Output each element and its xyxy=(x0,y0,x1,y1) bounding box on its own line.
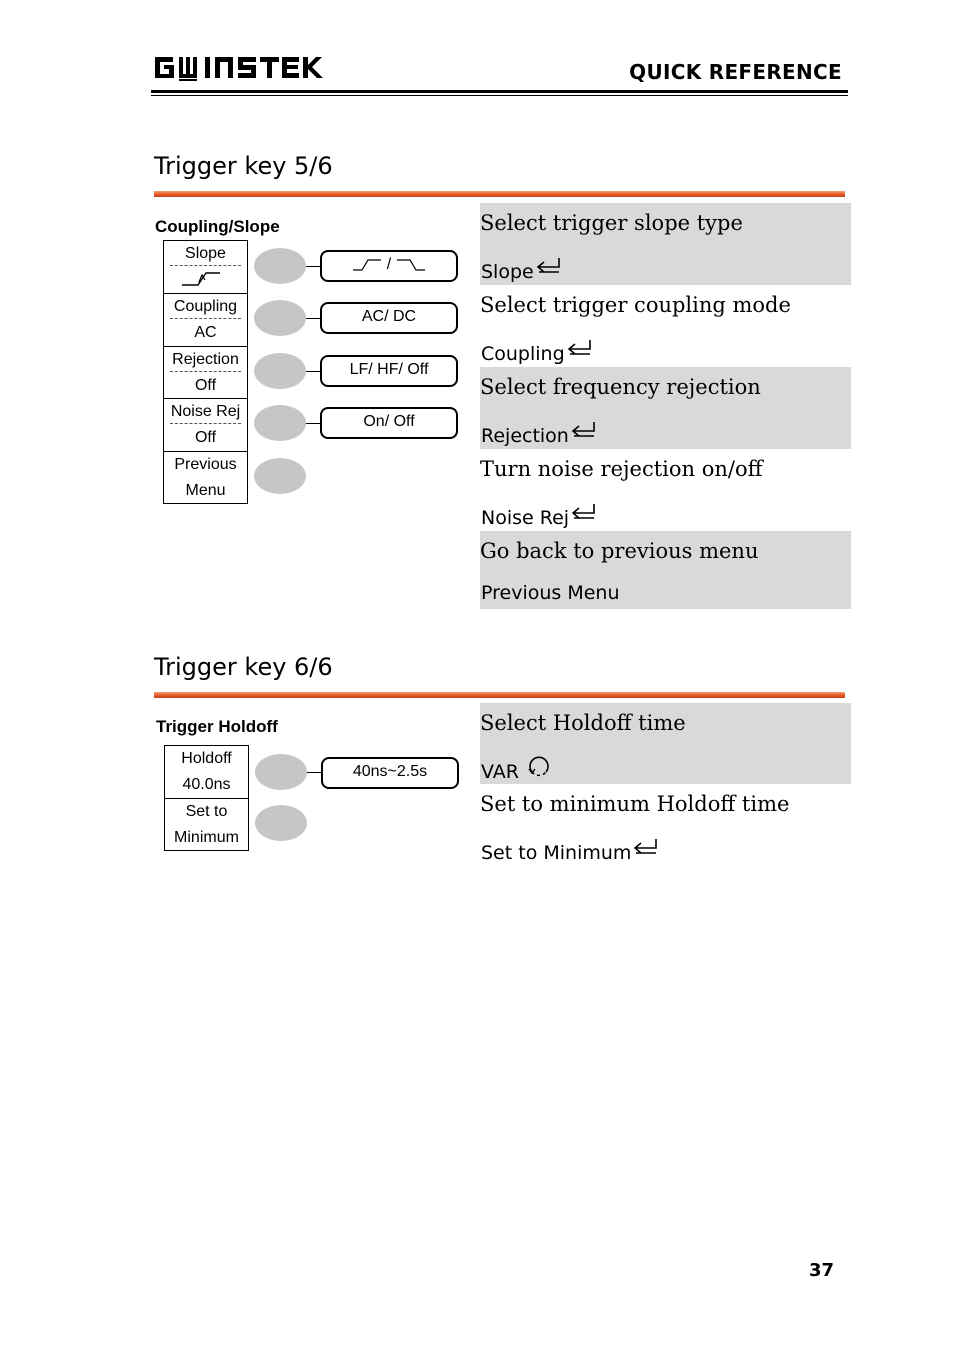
gw-instek-logo xyxy=(153,53,325,83)
menu-heading-trigger-holdoff: Trigger Holdoff xyxy=(156,717,278,736)
enter-key-icon xyxy=(566,338,592,358)
desc-key-rejection xyxy=(481,420,596,447)
soft-key-2[interactable] xyxy=(254,300,306,336)
menu-item-value: Off xyxy=(194,377,217,394)
menu-item-label: Set to xyxy=(185,803,228,820)
desc-key-slope xyxy=(481,256,561,283)
falling-edge-icon xyxy=(396,258,426,272)
header-title: QUICK REFERENCE xyxy=(629,60,842,84)
menu-item-label: Noise Rej xyxy=(170,403,241,420)
desc-key-label: Set to Minimum xyxy=(481,842,632,864)
menu-item-label-2: Menu xyxy=(185,482,226,499)
desc-key-noise-rej xyxy=(481,502,596,529)
menu-item-holdoff[interactable] xyxy=(165,746,248,799)
option-holdoff: 40ns~2.5s xyxy=(321,757,459,789)
menu-item-label: Previous xyxy=(174,456,237,473)
desc-row-previous-menu xyxy=(480,531,851,609)
soft-key-2[interactable] xyxy=(255,805,307,841)
desc-key-label: Slope xyxy=(481,261,534,283)
menu-item-set-to-minimum[interactable] xyxy=(165,799,248,850)
soft-key-1[interactable] xyxy=(255,754,307,790)
menu-item-previous-menu[interactable] xyxy=(164,452,247,503)
connector xyxy=(307,772,322,773)
menu-item-label: Slope xyxy=(185,245,226,262)
enter-key-icon xyxy=(570,502,596,522)
desc-row-noise-rej xyxy=(480,449,851,531)
menu-heading-coupling-slope: Coupling/Slope xyxy=(155,217,280,236)
option-slope-separator: / xyxy=(382,256,396,273)
desc-text: Select trigger slope type xyxy=(480,211,743,235)
soft-key-5[interactable] xyxy=(254,458,306,494)
desc-key-label: Noise Rej xyxy=(481,507,570,529)
section-title-trigger-5: Trigger key 5/6 xyxy=(154,152,333,180)
option-rejection: LF/ HF/ Off xyxy=(320,355,458,387)
menu-item-coupling[interactable] xyxy=(164,294,247,347)
desc-row-slope xyxy=(480,203,851,285)
softkey-menu-holdoff xyxy=(164,745,249,851)
section-bar xyxy=(154,191,845,197)
menu-item-noise-rej[interactable] xyxy=(164,399,247,452)
desc-text: Select Holdoff time xyxy=(480,711,686,735)
menu-item-rejection[interactable] xyxy=(164,347,247,399)
desc-text: Set to minimum Holdoff time xyxy=(480,792,790,816)
option-slope xyxy=(320,250,458,282)
menu-item-label: Coupling xyxy=(173,298,238,315)
desc-row-rejection xyxy=(480,367,851,449)
enter-key-icon xyxy=(570,420,596,440)
connector xyxy=(306,266,321,267)
enter-key-icon xyxy=(632,837,658,857)
desc-text: Turn noise rejection on/off xyxy=(480,457,763,481)
header-rule xyxy=(151,90,848,93)
option-coupling: AC/ DC xyxy=(320,302,458,334)
menu-item-label: Holdoff xyxy=(181,750,232,767)
desc-key-label: Rejection xyxy=(481,425,569,447)
desc-key-coupling xyxy=(481,338,592,365)
menu-item-label: Rejection xyxy=(172,351,239,368)
desc-key-previous-menu: Previous Menu xyxy=(481,582,620,604)
soft-key-1[interactable] xyxy=(254,248,306,284)
desc-key-set-to-minimum xyxy=(481,837,658,864)
soft-key-3[interactable] xyxy=(254,353,306,389)
section-title-trigger-6: Trigger key 6/6 xyxy=(154,653,333,681)
softkey-menu xyxy=(163,240,248,504)
desc-row-coupling xyxy=(480,285,851,367)
desc-text: Go back to previous menu xyxy=(480,539,759,563)
menu-item-slope[interactable] xyxy=(164,241,247,294)
menu-item-value: Off xyxy=(194,429,217,446)
menu-item-value: AC xyxy=(194,324,217,341)
connector xyxy=(306,318,321,319)
desc-row-holdoff xyxy=(480,703,851,784)
desc-key-var xyxy=(481,756,552,783)
connector xyxy=(306,423,321,424)
rising-edge-icon xyxy=(352,258,382,272)
option-noise-rej: On/ Off xyxy=(320,407,458,439)
page-number: 37 xyxy=(808,1260,834,1281)
menu-item-label-2: Minimum xyxy=(174,829,239,846)
rising-edge-icon xyxy=(180,269,228,289)
menu-item-value: 40.0ns xyxy=(182,776,231,793)
desc-text: Select frequency rejection xyxy=(480,375,761,399)
desc-text: Select trigger coupling mode xyxy=(480,293,791,317)
enter-key-icon xyxy=(535,256,561,276)
desc-key-label: Coupling xyxy=(481,343,565,365)
section-bar xyxy=(154,692,845,698)
header-rule-thin xyxy=(151,95,848,96)
desc-key-label: VAR xyxy=(481,761,519,783)
soft-key-4[interactable] xyxy=(254,405,306,441)
desc-row-set-to-minimum xyxy=(480,784,851,866)
variable-knob-icon xyxy=(526,756,552,780)
connector xyxy=(306,371,321,372)
